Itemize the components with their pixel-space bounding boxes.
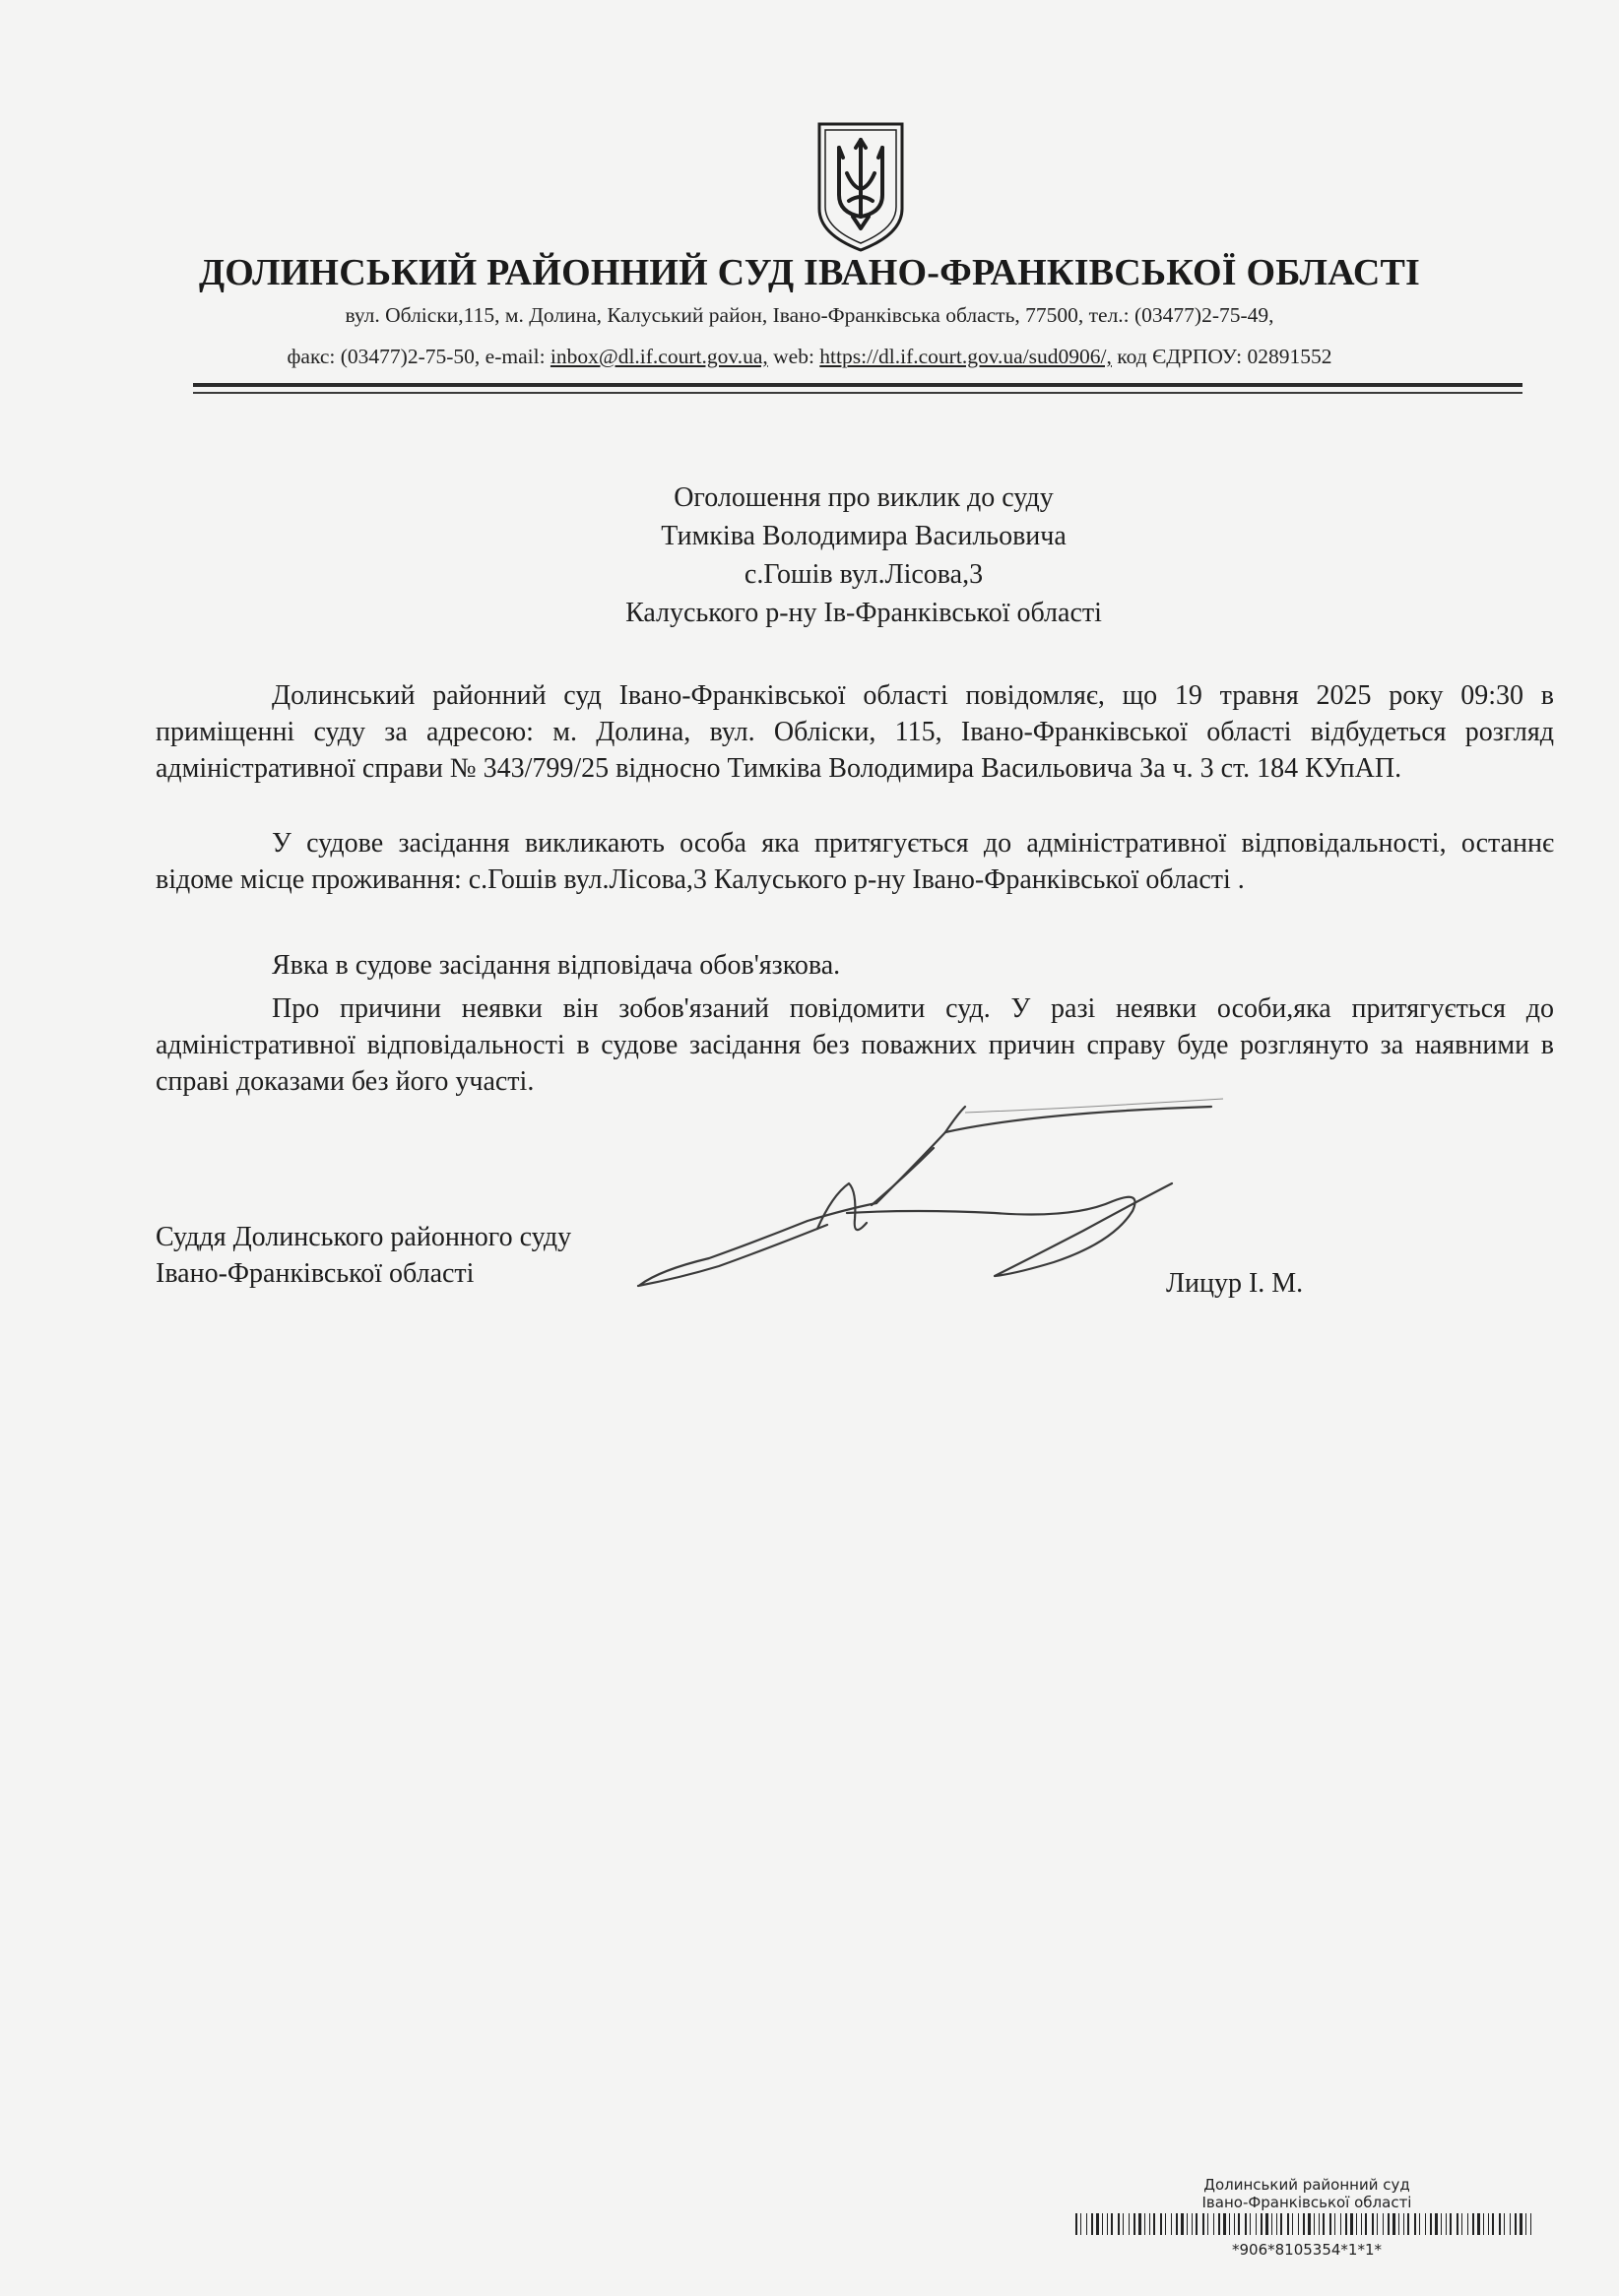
court-address: вул. Обліски,115, м. Долина, Калуський район, Івано-Франківська область, 77500, тел.: (03477)2-75-49,	[345, 303, 1274, 327]
edrpou-code: код ЄДРПОУ: 02891552	[1111, 345, 1332, 368]
barcode-icon	[1075, 2213, 1538, 2235]
paragraph-attendance: Явка в судове засідання відповідача обов'язкова.	[272, 950, 841, 981]
email-link[interactable]: inbox@dl.if.court.gov.ua,	[550, 345, 768, 368]
trident-emblem-icon	[813, 118, 908, 254]
court-contacts	[0, 345, 1619, 369]
judge-title-line1: Суддя Долинського районного суду	[156, 1222, 572, 1252]
summoned-person-region: Калуського р-ну Ів-Франківської області	[625, 598, 1102, 628]
summoned-person-name: Тимківа Володимира Васильовича	[661, 521, 1067, 551]
stamp-court-line2: Івано-Франківської області	[1201, 2194, 1412, 2211]
judge-name: Лицур І. М.	[1166, 1268, 1304, 1299]
registration-stamp	[1075, 2176, 1538, 2259]
summoned-person-address: с.Гошів вул.Лісова,3	[744, 559, 984, 590]
judge-title	[156, 1219, 571, 1292]
paragraph-hearing-notice: Долинський районний суд Івано-Франківської області повідомляє, що 19 травня 2025 року 09:30 в приміщенні суду за адресою: м. Долина, вул. Обліски, 115, Івано-Франківської області відбудеться розгляд адміністративної справи № 343/799/25 відносно Тимківа Володимира Васильовича За ч. 3 ст. 184 КУпАП.	[156, 680, 1554, 784]
paragraph-consequences: Про причини неявки він зобов'язаний повідомити суд. У разі неявки особи,яка притягується до адміністративної відповідальності в судове засідання без поважних причин справу буде розглянуто за наявними в справі доказами без його участі.	[156, 993, 1554, 1097]
stamp-court-line1: Долинський районний суд	[1203, 2176, 1410, 2194]
barcode-number: *906*8105354*1*1*	[1231, 2241, 1383, 2259]
judge-title-line2: Івано-Франківської області	[156, 1258, 475, 1289]
header-divider-thin	[193, 392, 1522, 394]
header-divider	[193, 383, 1522, 387]
paragraph-summons: У судове засідання викликають особа яка притягується до адміністративної відповідальностi, останнє відоме місце проживання: с.Гошів вул.Лісова,3 Калуського р-ну Івано-Франківської області .	[156, 828, 1554, 895]
court-name: ДОЛИНСЬКИЙ РАЙОННИЙ СУД ІВАНО-ФРАНКІВСЬКОЇ ОБЛАСТІ	[198, 252, 1421, 293]
web-label: web:	[767, 345, 820, 368]
fax-label: факс: (03477)2-75-50, e-mail:	[287, 345, 550, 368]
handwritten-signature	[620, 1093, 1231, 1309]
website-link[interactable]: https://dl.if.court.gov.ua/sud0906/,	[819, 345, 1112, 368]
notice-title: Оголошення про виклик до суду	[674, 482, 1054, 513]
